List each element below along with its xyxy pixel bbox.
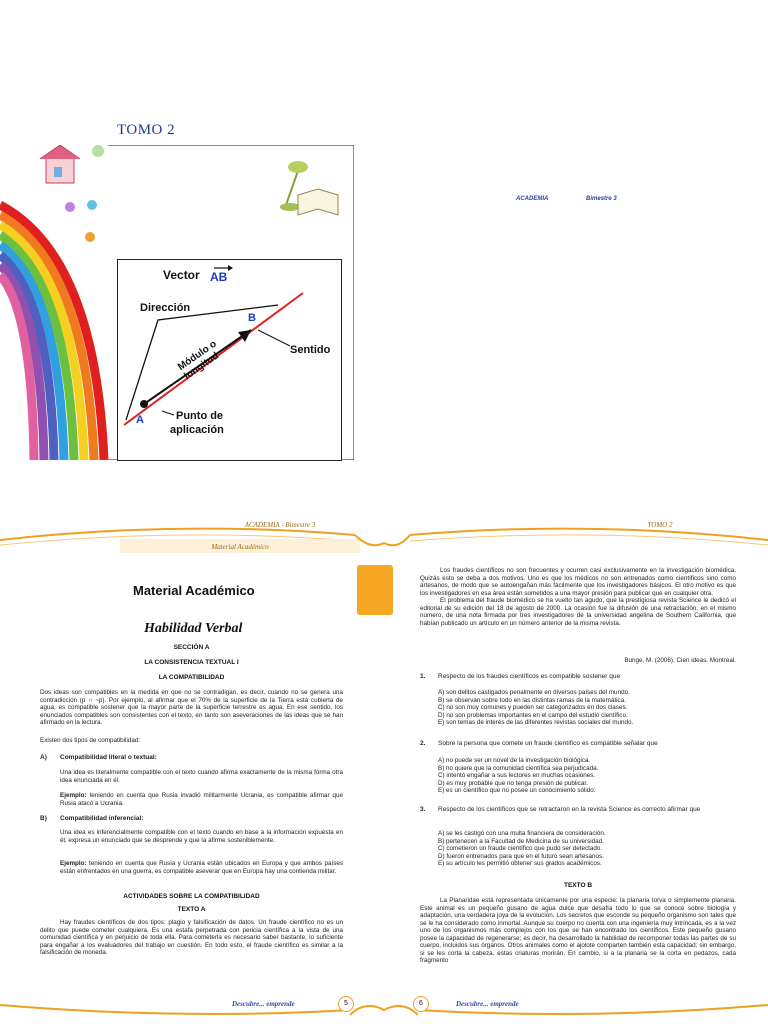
b-text-body: Una idea es inferencialmente compatible con el texto cuando en base a la información expuesta en él, expresa un enunciado que se desprende y que la afirme sosteniblemente. xyxy=(60,829,343,844)
punto-aplicacion-2: aplicación xyxy=(170,424,224,436)
a-example xyxy=(60,792,343,807)
b-example-text: teniendo en cuenta que Rusia y Ucrania están ubicados en Europa y que ambos países están enfrentados en una guerra, es compatible aseverar que en Europa hay una contienda militar. xyxy=(60,860,343,875)
header-bimestre: Bimestre 3 xyxy=(586,196,617,202)
b-title: Compatibilidad inferencial: xyxy=(60,815,144,822)
section-title: LA CONSISTENCIA TEXTUAL I xyxy=(144,659,239,666)
compat-title: LA COMPATIBILIDAD xyxy=(158,674,225,681)
intro-paragraph xyxy=(40,689,343,727)
left-page-header: ACADEMIA - Bimestre 3 xyxy=(244,521,316,529)
point-a-label: A xyxy=(136,414,144,426)
q1-option[interactable]: A) son delitos castigados penalmente en diversos países del mundo. xyxy=(438,689,630,696)
punto-aplicacion-1: Punto de xyxy=(176,410,224,422)
activities-title: ACTIVIDADES SOBRE LA COMPATIBILIDAD xyxy=(123,893,260,900)
right-footer: Descubre... emprende xyxy=(456,1000,519,1008)
texto-a-continued xyxy=(420,567,736,627)
section-label: SECCIÓN A xyxy=(173,644,210,651)
a-text xyxy=(60,769,343,784)
b-label: B) xyxy=(40,815,47,822)
lamp-book-icon xyxy=(280,161,338,215)
intro-text: Dos ideas son compatibles en la medida en que no se contradigan, es decir, cuando no se genera una contradicción (p ∩ ~p). Por ejemplo, al afirmar que el 70% de la superficie de la Tierra está cubierta de agua, es compatible sostener que la mayor parte de la superficie terrestre es agua. En ese sentido, los enunciados compatibles son consistentes con el texto, en tanto son aseveraciones de las ideas que se han afirmado en la lectura. xyxy=(40,689,343,727)
left-page-subheader: Material Académico xyxy=(211,543,269,551)
page-subtitle: Habilidad Verbal xyxy=(144,621,243,636)
q2-option[interactable]: B) no quiere que la comunidad científica sea perjudicada. xyxy=(438,764,599,772)
q2-number: 2. xyxy=(420,740,426,747)
a-example-label: Ejemplo: xyxy=(60,792,87,799)
vector-figure xyxy=(117,259,342,461)
q2-option[interactable]: C) intentó engañar a sus lectores en muchas ocasiones. xyxy=(438,772,596,780)
a-example-text: teniendo en cuenta que Rusia invadió militarmente Ucrania, es compatible afirmar que Rusia atacó a Ucrania. xyxy=(60,792,343,807)
q2-option[interactable]: E) es un científico que no posee un conocimiento sólido. xyxy=(438,787,596,795)
left-page-number: 5 xyxy=(338,996,354,1012)
q3-option[interactable]: D) fueron entrenados para que en el futuro sean artesanos. xyxy=(438,852,604,860)
house-icon xyxy=(40,145,80,183)
b-example xyxy=(60,860,343,875)
left-footer: Descubre... emprende xyxy=(232,1000,295,1008)
modulo-label: Módulo o longitud xyxy=(176,338,221,383)
q1-option[interactable]: D) no son problemas importantes en el campo del estudio científico. xyxy=(438,711,628,719)
q1-options xyxy=(438,689,633,727)
q3-option[interactable]: A) se les castigó con una multa financiera de consideración. xyxy=(438,830,606,837)
para1-text: Los fraudes científicos no son frecuentes y ocurren casi exclusivamente en la investigación biomédica. Quizás esto se deba a dos motivos. Uno es que los médicos no son entrenados como científicos sino como artesanos, de modo que se autoengañan más fácilmente que los investigadores básicos. El otro motivo es que los investigadores en esa área están sometidos a una mayor presión para publicar que en cualquier otra. xyxy=(420,567,736,597)
q1-option[interactable]: E) son temas de interés de las diferentes revistas sociales del mundo. xyxy=(438,719,634,727)
para2-text: El problema del fraude biomédico se ha vuelto tan agudo, que la prestigiosa revista Science le dedicó el editorial de su edición del 18 de agosto de 2000. La ocasión fue la difusión de una retractación, en el mismo número, de una nota firmada por tres investigadores de la universidad angelina de Southern California, que habían publicado un artículo en un número anterior de la misma revista. xyxy=(420,597,736,627)
q3-option[interactable]: E) su artículo les permitió obtener sus grados académicos. xyxy=(438,860,602,868)
right-page-header: TOMO 2 xyxy=(647,521,673,529)
a-title: Compatibilidad literal o textual: xyxy=(60,754,157,761)
q2-option[interactable]: D) es muy probable que no tenga presión de publicar. xyxy=(438,779,588,787)
texto-a-title: TEXTO A xyxy=(177,906,206,913)
direccion-label: Dirección xyxy=(140,302,191,314)
b-example-label: Ejemplo: xyxy=(60,860,87,867)
q3-text: Respecto de los científicos que se retractaron en la revista Science es correcto afirmar que xyxy=(438,806,701,813)
texto-a-text: Hay fraudes científicos de dos tipos: plagio y falsificación de datos. Un fraude científico no es un delito que puede cometer cualquiera. Es una estafa perpetrada con pericia científica a la vista de una comunidad científica y en perjuicio de toda ella. Para cometerla es necesario saber bastante, lo suficiente para engañar a los evaluadores del trabajo en cuestión. En todo esto, el fraude científico es similar a la falsificación de moneda. xyxy=(40,919,343,957)
sentido-label: Sentido xyxy=(290,344,331,356)
q1-number: 1. xyxy=(420,673,426,680)
q3-number: 3. xyxy=(420,806,426,813)
vector-title: Vector xyxy=(163,268,200,282)
q2-option[interactable]: A) no puede ser un novel de la investigación biológica. xyxy=(438,757,591,764)
q1-option[interactable]: B) se observan sobre todo en las distintas ramas de la matemática. xyxy=(438,696,626,704)
a-label: A) xyxy=(40,754,47,761)
right-page-number: 6 xyxy=(413,996,429,1012)
citation: Bunge, M. (2006). Cien ideas. Montreal. xyxy=(624,657,736,664)
vector-name: AB xyxy=(210,270,228,284)
types-intro: Existen dos tipos de compatibilidad: xyxy=(40,737,141,744)
q2-options xyxy=(438,757,598,795)
q3-option[interactable]: C) cometieron un fraude científico que pudo ser detectado. xyxy=(438,845,603,853)
texto-b-text: La Planaridae está representada únicamente por una especie: la planaria torva o simplemente planaria. Este animal es un pequeño gusano de agua dulce que desafía todo lo que se conoce sobre biología y adaptación, una verdadera joya de la evolución. Los secretos que esconde su pequeño organismo son tales que se le ha considerado como inmortal. Aunque su cuerpo no cuenta con una ingeniería muy intrincada, es a la vez uno de los organismos más complejos con los que se han encontrado los científicos. Este pequeño gusano posee la capacidad de regenerarse; es decir, ha desarrollado la habilidad de recomponer todas las partes de su cuerpo, incluidos sus órganos. Otros animales como el ajolote comparten también esta capacidad; sin embargo, si se les corta la cabeza, estas criaturas morirán. En cambio, si a la planaria se la corta en pedazos, cada fragmento xyxy=(420,897,736,964)
page-title: Material Académico xyxy=(133,583,255,598)
tomo-title: TOMO 2 xyxy=(117,122,176,138)
q3-options xyxy=(438,830,606,868)
q3-option[interactable]: B) pertenecen a la Facultad de Medicina de su universidad. xyxy=(438,837,604,845)
texto-b-title: TEXTO B xyxy=(563,882,593,889)
point-b-label: B xyxy=(248,312,256,324)
q1-text: Respecto de los fraudes científicos es compatible sostener que xyxy=(438,673,621,680)
cover-header xyxy=(516,196,617,202)
texto-a-body xyxy=(40,919,343,957)
texto-b-body xyxy=(420,897,736,965)
a-text-body: Una idea es literalmente compatible con el texto cuando afirma exactamente de la misma forma otra idea enunciada en él. xyxy=(60,769,343,784)
q1-option[interactable]: C) no son muy comunes y pueden ser categorizados en dos clases. xyxy=(438,704,628,712)
page-tab xyxy=(357,565,393,615)
header-academia: ACADEMIA xyxy=(516,196,549,202)
q2-text: Sobre la persona que comete un fraude científico es compatible señalar que xyxy=(438,740,658,747)
b-text xyxy=(60,829,343,844)
